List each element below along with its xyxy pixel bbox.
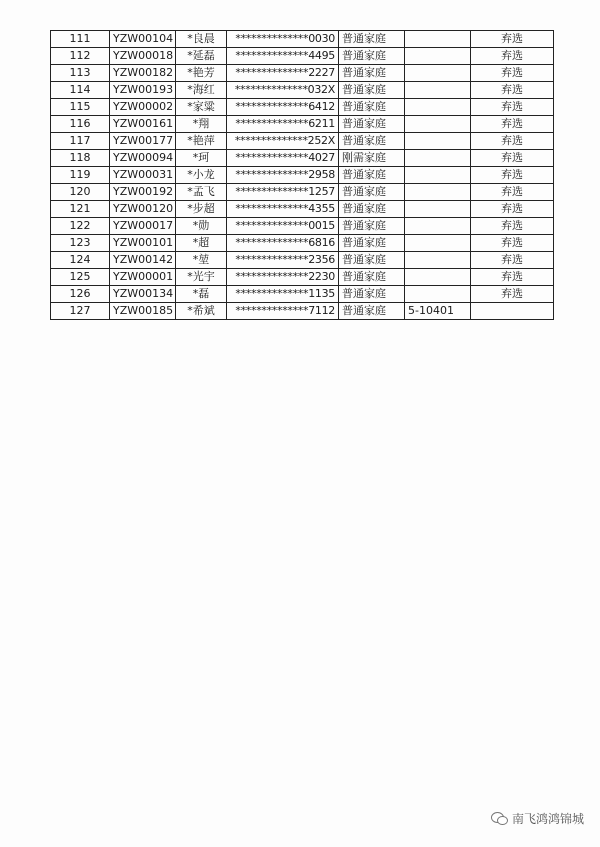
room-number-cell (405, 65, 471, 82)
remark-cell: 弃选 (471, 218, 554, 235)
table-row (51, 150, 554, 167)
applicant-name-cell: *堃 (176, 252, 227, 269)
applicant-name-cell: *珂 (176, 150, 227, 167)
room-number-cell: 5-10401 (405, 303, 471, 320)
masked-id-number-cell: **************4495 (227, 48, 339, 65)
household-type-cell: 普通家庭 (339, 303, 405, 320)
row-number-cell: 123 (51, 235, 110, 252)
room-number-cell (405, 116, 471, 133)
applicant-code-cell: YZW00182 (110, 65, 176, 82)
masked-id-number-cell: **************6211 (227, 116, 339, 133)
masked-id-number-cell: **************1257 (227, 184, 339, 201)
row-number-cell: 126 (51, 286, 110, 303)
remark-cell: 弃选 (471, 82, 554, 99)
table-row (51, 167, 554, 184)
table-row (51, 286, 554, 303)
household-type-cell: 普通家庭 (339, 31, 405, 48)
household-type-cell: 普通家庭 (339, 286, 405, 303)
table-row (51, 269, 554, 286)
masked-id-number-cell: **************2356 (227, 252, 339, 269)
watermark-text: 南飞鸿鸿锦城 (511, 812, 584, 826)
room-number-cell (405, 286, 471, 303)
masked-id-number-cell: **************1135 (227, 286, 339, 303)
row-number-cell: 127 (51, 303, 110, 320)
row-number-cell: 112 (51, 48, 110, 65)
household-type-cell: 普通家庭 (339, 184, 405, 201)
applicant-name-cell: *希斌 (176, 303, 227, 320)
applicant-name-cell: *海红 (176, 82, 227, 99)
row-number-cell: 120 (51, 184, 110, 201)
table-row (51, 48, 554, 65)
masked-id-number-cell: **************6816 (227, 235, 339, 252)
household-type-cell: 普通家庭 (339, 48, 405, 65)
row-number-cell: 116 (51, 116, 110, 133)
room-number-cell (405, 235, 471, 252)
remark-cell: 弃选 (471, 184, 554, 201)
applicant-name-cell: *家粱 (176, 99, 227, 116)
applicant-name-cell: *小龙 (176, 167, 227, 184)
household-type-cell: 普通家庭 (339, 252, 405, 269)
table-row (51, 252, 554, 269)
remark-cell: 弃选 (471, 269, 554, 286)
household-type-cell: 普通家庭 (339, 99, 405, 116)
household-type-cell: 普通家庭 (339, 116, 405, 133)
applicant-name-cell: *良晨 (176, 31, 227, 48)
household-type-cell: 普通家庭 (339, 167, 405, 184)
table-row (51, 235, 554, 252)
table-row (51, 133, 554, 150)
remark-cell: 弃选 (471, 201, 554, 218)
row-number-cell: 111 (51, 31, 110, 48)
room-number-cell (405, 201, 471, 218)
applicant-code-cell: YZW00120 (110, 201, 176, 218)
remark-cell: 弃选 (471, 235, 554, 252)
roster-body (51, 31, 554, 320)
remark-cell: 弃选 (471, 99, 554, 116)
masked-id-number-cell: **************2230 (227, 269, 339, 286)
applicant-code-cell: YZW00002 (110, 99, 176, 116)
row-number-cell: 113 (51, 65, 110, 82)
masked-id-number-cell: **************2227 (227, 65, 339, 82)
masked-id-number-cell: **************6412 (227, 99, 339, 116)
roster-table (50, 30, 554, 320)
applicant-code-cell: YZW00001 (110, 269, 176, 286)
row-number-cell: 125 (51, 269, 110, 286)
applicant-name-cell: *孟飞 (176, 184, 227, 201)
applicant-code-cell: YZW00017 (110, 218, 176, 235)
remark-cell: 弃选 (471, 252, 554, 269)
remark-cell: 弃选 (471, 150, 554, 167)
masked-id-number-cell: **************4355 (227, 201, 339, 218)
applicant-name-cell: *超 (176, 235, 227, 252)
table-row (51, 99, 554, 116)
table-row (51, 82, 554, 99)
table-row (51, 116, 554, 133)
household-type-cell: 普通家庭 (339, 82, 405, 99)
applicant-name-cell: *艳萍 (176, 133, 227, 150)
applicant-code-cell: YZW00177 (110, 133, 176, 150)
applicant-name-cell: *磊 (176, 286, 227, 303)
household-type-cell: 普通家庭 (339, 201, 405, 218)
household-type-cell: 普通家庭 (339, 133, 405, 150)
room-number-cell (405, 269, 471, 286)
applicant-code-cell: YZW00161 (110, 116, 176, 133)
table-row (51, 31, 554, 48)
masked-id-number-cell: **************7112 (227, 303, 339, 320)
row-number-cell: 119 (51, 167, 110, 184)
remark-cell: 弃选 (471, 116, 554, 133)
applicant-code-cell: YZW00104 (110, 31, 176, 48)
masked-id-number-cell: **************032X (227, 82, 339, 99)
remark-cell: 弃选 (471, 167, 554, 184)
household-type-cell: 普通家庭 (339, 65, 405, 82)
row-number-cell: 114 (51, 82, 110, 99)
remark-cell (471, 303, 554, 320)
remark-cell: 弃选 (471, 31, 554, 48)
room-number-cell (405, 99, 471, 116)
applicant-code-cell: YZW00094 (110, 150, 176, 167)
applicant-name-cell: *延磊 (176, 48, 227, 65)
room-number-cell (405, 133, 471, 150)
wechat-icon (491, 812, 507, 826)
household-type-cell: 普通家庭 (339, 218, 405, 235)
applicant-name-cell: *步超 (176, 201, 227, 218)
table-row (51, 184, 554, 201)
remark-cell: 弃选 (471, 65, 554, 82)
row-number-cell: 117 (51, 133, 110, 150)
room-number-cell (405, 31, 471, 48)
room-number-cell (405, 184, 471, 201)
remark-cell: 弃选 (471, 133, 554, 150)
applicant-code-cell: YZW00193 (110, 82, 176, 99)
applicant-code-cell: YZW00192 (110, 184, 176, 201)
masked-id-number-cell: **************4027 (227, 150, 339, 167)
row-number-cell: 121 (51, 201, 110, 218)
masked-id-number-cell: **************0030 (227, 31, 339, 48)
applicant-code-cell: YZW00134 (110, 286, 176, 303)
applicant-code-cell: YZW00018 (110, 48, 176, 65)
applicant-name-cell: *勋 (176, 218, 227, 235)
room-number-cell (405, 48, 471, 65)
masked-id-number-cell: **************2958 (227, 167, 339, 184)
applicant-name-cell: *光宇 (176, 269, 227, 286)
room-number-cell (405, 150, 471, 167)
room-number-cell (405, 82, 471, 99)
applicant-code-cell: YZW00101 (110, 235, 176, 252)
applicant-name-cell: *翔 (176, 116, 227, 133)
row-number-cell: 124 (51, 252, 110, 269)
table-row (51, 303, 554, 320)
masked-id-number-cell: **************252X (227, 133, 339, 150)
remark-cell: 弃选 (471, 48, 554, 65)
table-row (51, 218, 554, 235)
table-row (51, 65, 554, 82)
room-number-cell (405, 167, 471, 184)
household-type-cell: 刚需家庭 (339, 150, 405, 167)
household-type-cell: 普通家庭 (339, 235, 405, 252)
row-number-cell: 115 (51, 99, 110, 116)
applicant-code-cell: YZW00185 (110, 303, 176, 320)
applicant-name-cell: *艳芳 (176, 65, 227, 82)
room-number-cell (405, 252, 471, 269)
masked-id-number-cell: **************0015 (227, 218, 339, 235)
room-number-cell (405, 218, 471, 235)
row-number-cell: 118 (51, 150, 110, 167)
household-type-cell: 普通家庭 (339, 269, 405, 286)
watermark (491, 810, 584, 827)
applicant-code-cell: YZW00031 (110, 167, 176, 184)
row-number-cell: 122 (51, 218, 110, 235)
table-row (51, 201, 554, 218)
applicant-code-cell: YZW00142 (110, 252, 176, 269)
remark-cell: 弃选 (471, 286, 554, 303)
